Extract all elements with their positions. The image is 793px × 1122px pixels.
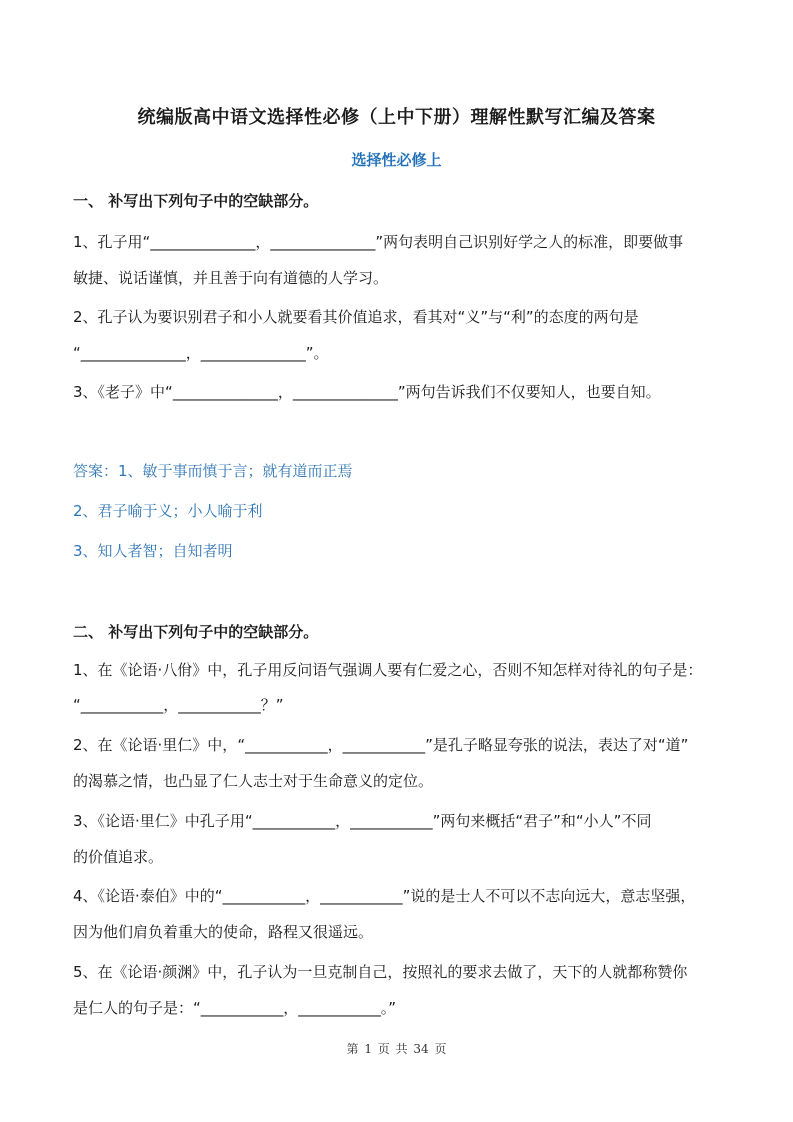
section2-line: 4、《论语·泰伯》中的“___________，___________”说的是士人不可以不志向远大，意志坚强， xyxy=(73,887,696,905)
section1-answer: 3、知人者智；自知者明 xyxy=(73,542,233,560)
document-title: 统编版高中语文选择性必修（上中下册）理解性默写汇编及答案 xyxy=(137,107,656,128)
section1-line: “______________，______________”。 xyxy=(73,344,329,362)
section2-line: 2、在《论语·里仁》中，“___________，___________”是孔子略显夸张的说法，表达了对“道” xyxy=(73,736,689,754)
section1-line: 敏捷、说话谨慎，并且善于向有道德的人学习。 xyxy=(73,269,389,287)
section2-line: 因为他们肩负着重大的使命，路程又很遥远。 xyxy=(73,923,374,941)
volume-subtitle: 选择性必修上 xyxy=(351,151,442,169)
page-number-footer: 第 1 页 共 34 页 xyxy=(346,1042,447,1056)
section2-line: 是仁人的句子是：“___________，___________。” xyxy=(73,999,397,1017)
section2-line: 的价值追求。 xyxy=(73,848,164,866)
section2-line: “___________，___________？” xyxy=(73,696,284,714)
section1-answer: 2、君子喻于义；小人喻于利 xyxy=(73,502,263,520)
section2-line: 1、在《论语·八佾》中，孔子用反问语气强调人要有仁爱之心，否则不知怎样对待礼的句子是： xyxy=(73,661,703,679)
section2-line: 3、《论语·里仁》中孔子用“___________，___________”两句来概括“君子”和“小人”不同 xyxy=(73,812,652,830)
section2-heading: 二、 补写出下列句子中的空缺部分。 xyxy=(73,623,319,641)
section2-line: 的渴慕之情，也凸显了仁人志士对于生命意义的定位。 xyxy=(73,772,434,790)
section1-line: 1、孔子用“______________，______________”两句表明自己识别好学之人的标准，即要做事 xyxy=(73,233,684,251)
section1-answer: 答案：1、敏于事而慎于言；就有道而正焉 xyxy=(73,462,353,480)
section2-line: 5、在《论语·颜渊》中，孔子认为一旦克制自己，按照礼的要求去做了，天下的人就都称赞你 xyxy=(73,963,688,981)
section1-line: 3、《老子》中“______________，______________”两句告诉我们不仅要知人，也要自知。 xyxy=(73,383,661,401)
section1-heading: 一、 补写出下列句子中的空缺部分。 xyxy=(73,192,319,210)
section1-line: 2、孔子认为要识别君子和小人就要看其价值追求，看其对“义”与“利”的态度的两句是 xyxy=(73,308,639,326)
